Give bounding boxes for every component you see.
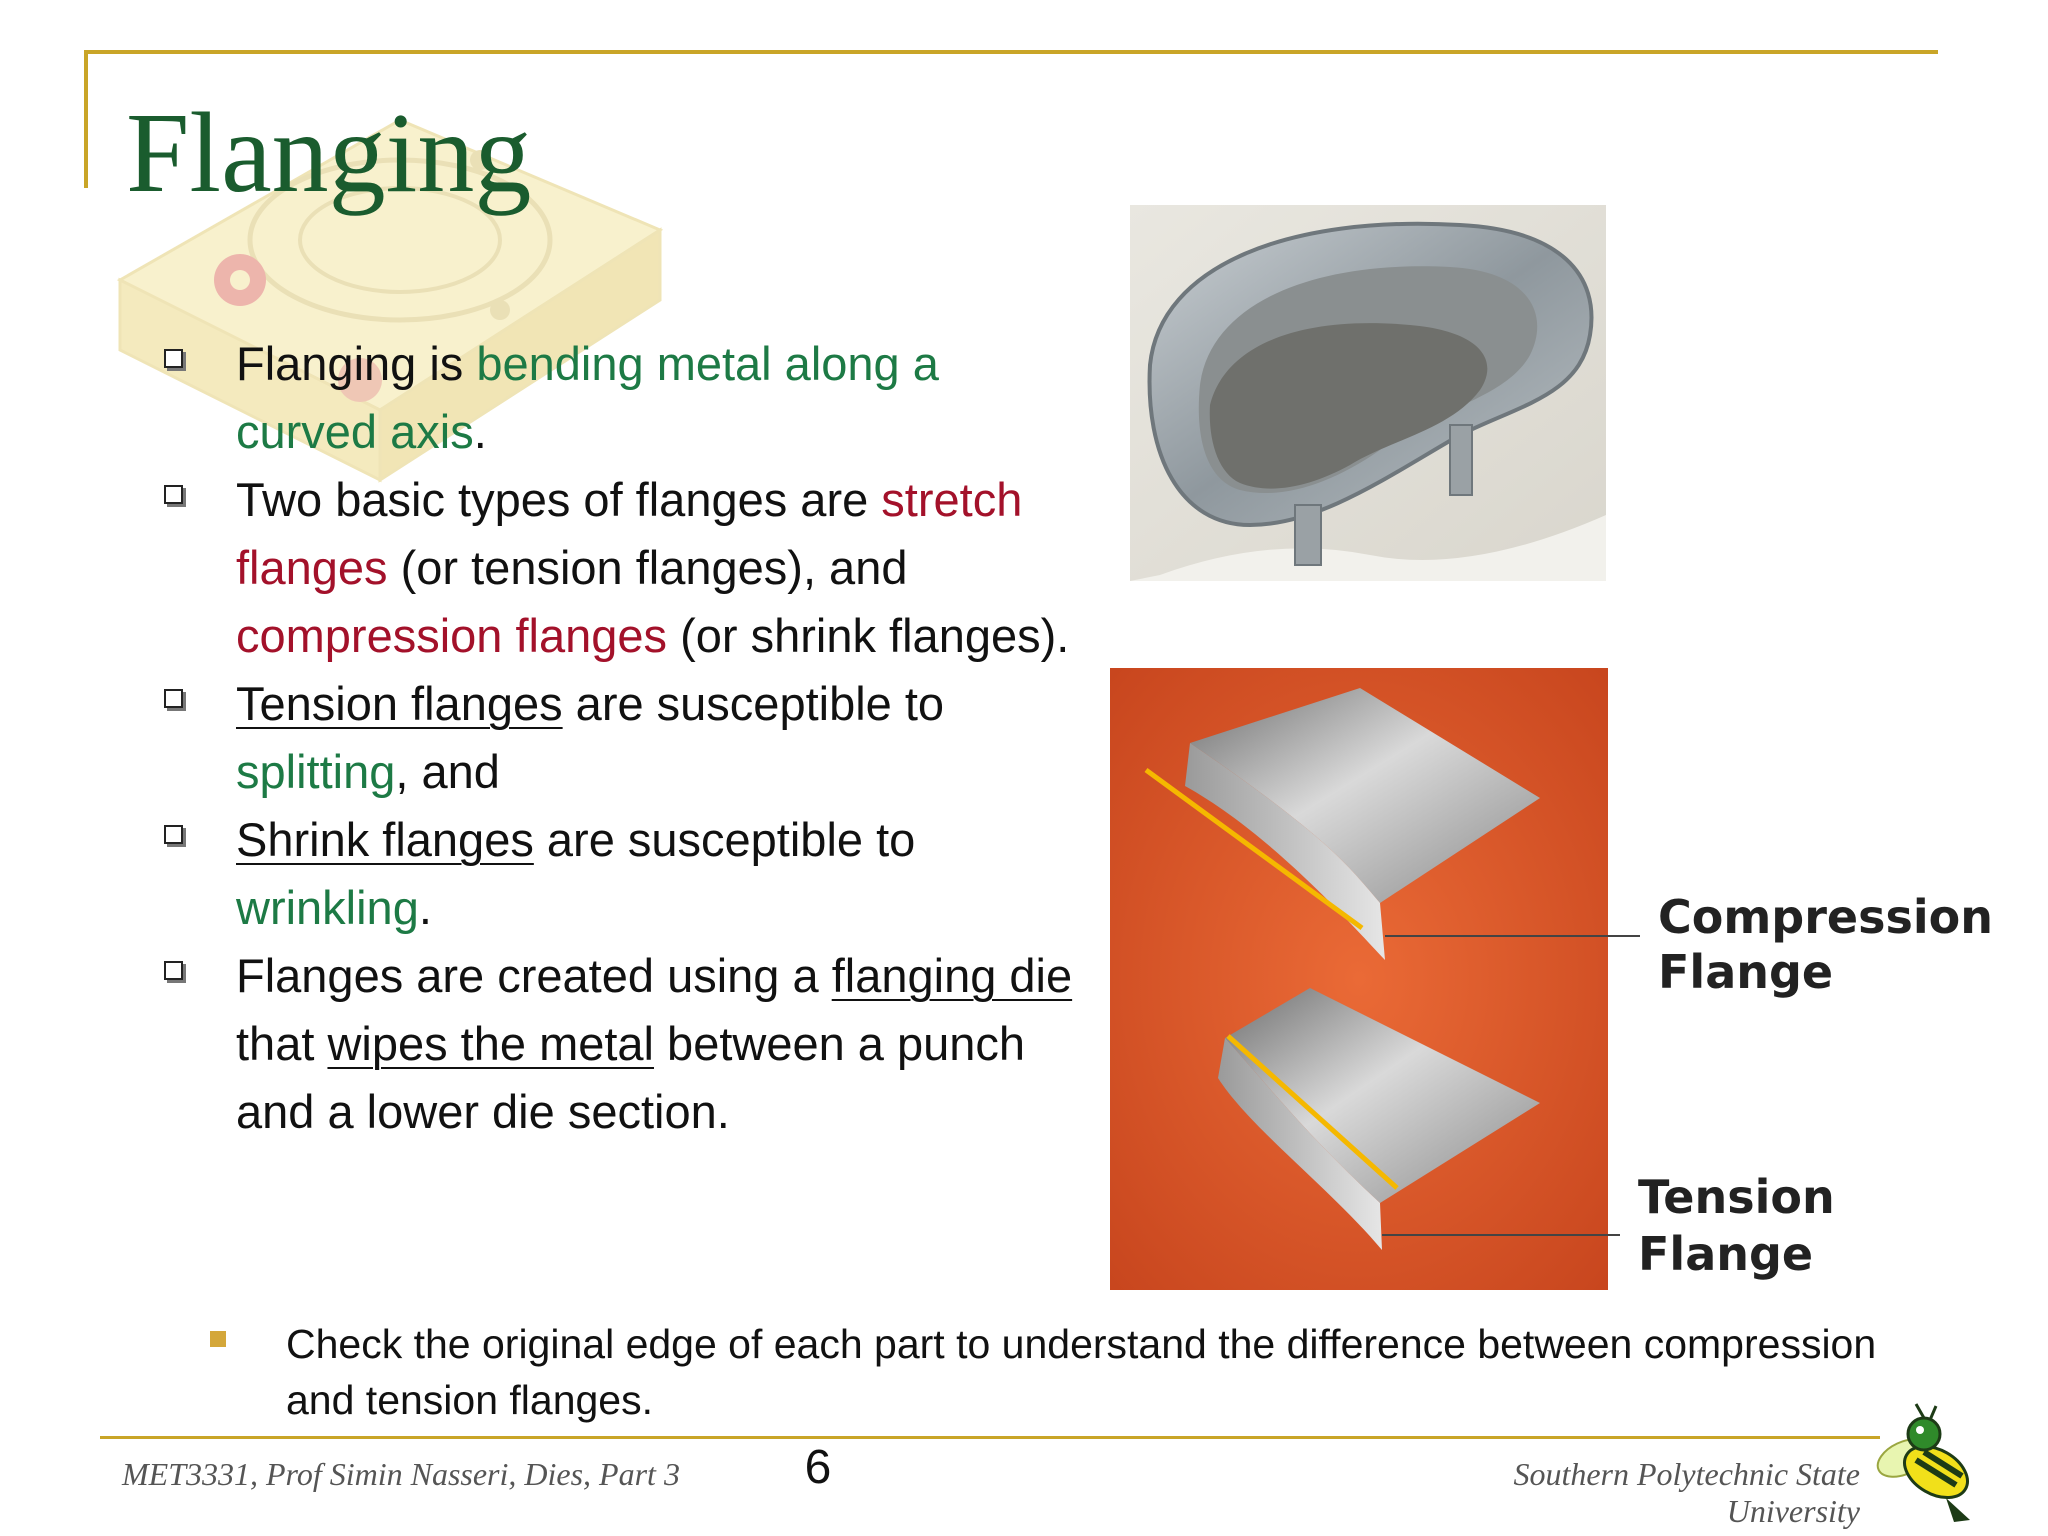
tension-flange-label-line2: Flange — [1638, 1227, 1814, 1281]
bullet-item: Flanging is bending metal along a curved axis. — [150, 330, 1080, 466]
checkbox-bullet-icon — [164, 349, 183, 368]
left-rule — [84, 50, 88, 188]
checkbox-bullet-icon — [164, 825, 183, 844]
bullet-item: Flanges are created using a flanging die that wipes the metal between a punch and a lower die section. — [150, 942, 1080, 1146]
checkbox-bullet-icon — [164, 485, 183, 504]
page-number: 6 — [804, 1441, 832, 1494]
tension-flange-label-line1: Tension — [1638, 1170, 1835, 1224]
flange-types-diagram — [1110, 668, 1993, 1290]
flanged-pan-photo — [1130, 205, 1606, 581]
compression-flange-label-line1: Compression — [1658, 890, 1993, 944]
bullet-item: Shrink flanges are susceptible to wrinkling. — [150, 806, 1080, 942]
note-text: Check the original edge of each part to understand the difference between compression and tension flanges. — [286, 1321, 1877, 1423]
footer-course-info: MET3331, Prof Simin Nasseri, Dies, Part 3 — [122, 1456, 680, 1492]
bullet-item: Tension flanges are susceptible to splitting, and — [150, 670, 1080, 806]
bullet-list — [150, 330, 1080, 1146]
bullet-item: Two basic types of flanges are stretch flanges (or tension flanges), and compression flanges (or shrink flanges). — [150, 466, 1080, 670]
slide-title: Flanging — [126, 89, 532, 216]
note-sub-bullet — [210, 1316, 1910, 1428]
square-bullet-icon — [210, 1331, 226, 1347]
footer-rule — [100, 1436, 1880, 1439]
compression-flange-label-line2: Flange — [1658, 945, 1834, 999]
top-rule — [86, 50, 1938, 54]
footer-university: Southern Polytechnic State University — [1513, 1456, 1860, 1529]
checkbox-bullet-icon — [164, 961, 183, 980]
hornet-mascot-icon — [1866, 1400, 1996, 1536]
checkbox-bullet-icon — [164, 689, 183, 708]
